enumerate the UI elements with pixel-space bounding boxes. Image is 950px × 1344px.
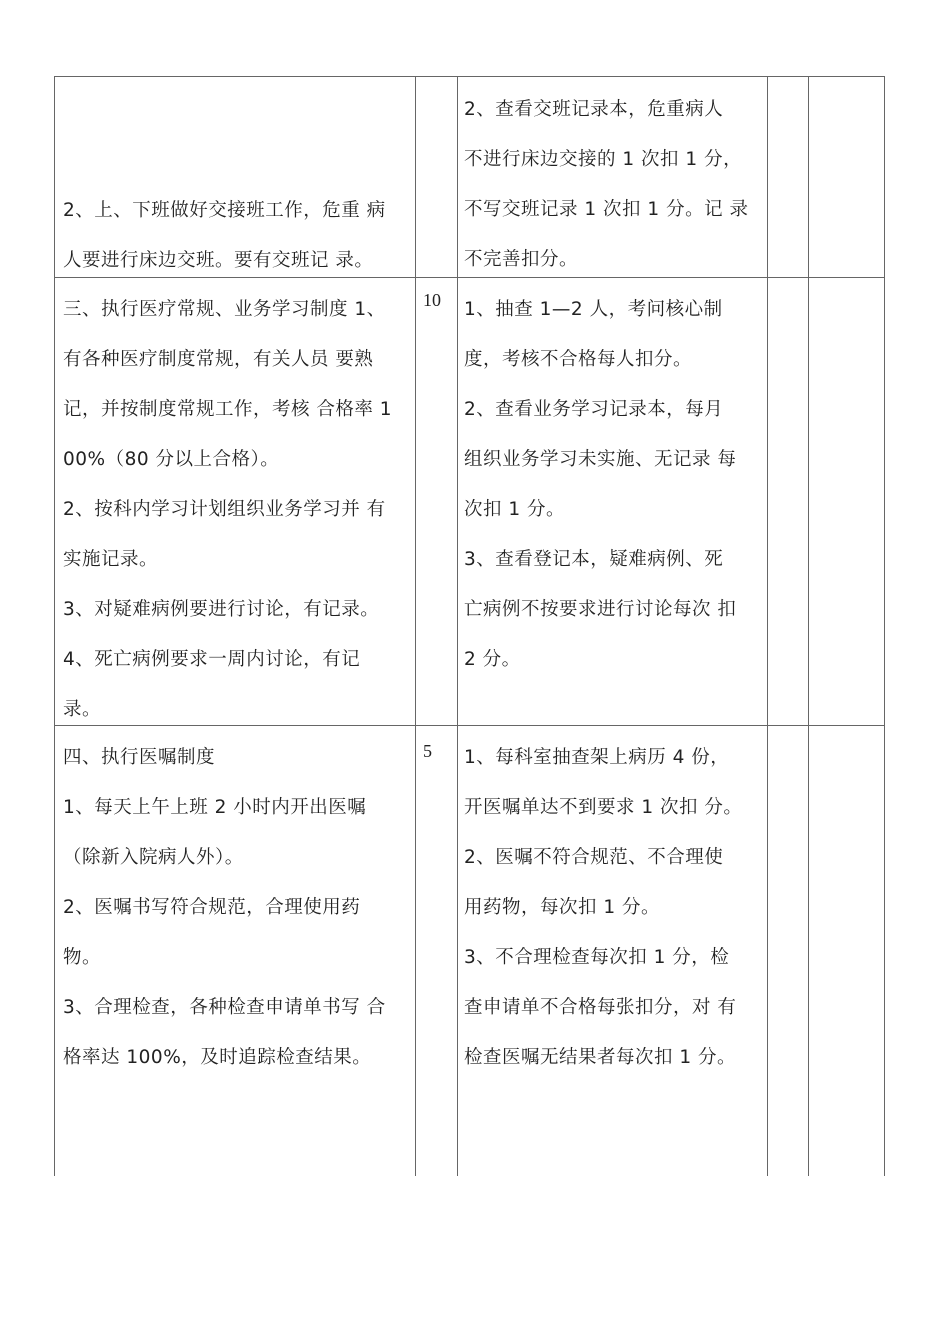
method-line: 2、查看交班记录本，危重病人: [464, 99, 724, 120]
method-line: 开医嘱单达不到要求 1 次扣 分。: [464, 797, 743, 818]
method-line: 检查医嘱无结果者每次扣 1 分。: [464, 1047, 737, 1068]
method-line: 3、查看登记本，疑难病例、死: [464, 549, 724, 570]
method-line: 2、查看业务学习记录本，每月: [464, 399, 724, 420]
method-line: 不写交班记录 1 次扣 1 分。记 录: [464, 199, 749, 220]
column-divider-3: [767, 76, 768, 1176]
requirement-line: 实施记录。: [63, 549, 159, 570]
method-line: 2、医嘱不符合规范、不合理使: [464, 847, 724, 868]
assessment-table: [54, 76, 885, 1176]
requirement-line: 记，并按制度常规工作，考核 合格率 1: [63, 399, 393, 420]
requirement-line: 录。: [63, 699, 102, 720]
score-cell: 10: [423, 290, 441, 310]
requirement-line: 有各种医疗制度常规，有关人员 要熟: [63, 349, 374, 370]
table-border-left: [54, 76, 55, 1176]
method-line: 组织业务学习未实施、无记录 每: [464, 449, 737, 470]
requirement-line: 1、每天上午上班 2 小时内开出医嘱: [63, 797, 367, 818]
requirement-line: 物。: [63, 947, 102, 968]
requirement-line: 4、死亡病例要求一周内讨论，有记: [63, 649, 361, 670]
method-line: 用药物，每次扣 1 分。: [464, 897, 661, 918]
method-cell: [464, 733, 742, 1083]
method-line: 1、每科室抽查架上病历 4 份，: [464, 747, 730, 768]
requirement-line: 2、上、下班做好交接班工作，危重 病: [63, 200, 386, 221]
requirement-line: 2、按科内学习计划组织业务学习并 有: [63, 499, 386, 520]
requirement-cell: [63, 186, 386, 286]
requirement-line: 人要进行床边交班。要有交班记 录。: [63, 250, 374, 271]
requirement-cell: [63, 733, 386, 1083]
method-cell: [464, 85, 748, 285]
score-cell: 5: [423, 741, 432, 761]
table-border-top: [54, 76, 885, 77]
column-divider-4: [808, 76, 809, 1176]
method-line: 查申请单不合格每张扣分，对 有: [464, 997, 737, 1018]
requirement-line: 四、执行医嘱制度: [63, 747, 216, 768]
requirement-line: （除新入院病人外）。: [63, 847, 244, 868]
column-divider-1: [415, 76, 416, 1176]
column-divider-2: [457, 76, 458, 1176]
method-line: 不进行床边交接的 1 次扣 1 分，: [464, 149, 743, 170]
method-line: 次扣 1 分。: [464, 499, 566, 520]
method-cell: [464, 285, 736, 685]
method-line: 3、不合理检查每次扣 1 分，检: [464, 947, 730, 968]
requirement-line: 三、执行医疗常规、业务学习制度 1、: [63, 299, 386, 320]
requirement-line: 3、对疑难病例要进行讨论，有记录。: [63, 599, 380, 620]
method-line: 1、抽查 1—2 人，考问核心制: [464, 299, 723, 320]
method-line: 度，考核不合格每人扣分。: [464, 349, 693, 370]
method-line: 不完善扣分。: [464, 249, 579, 270]
requirement-line: 格率达 100%，及时追踪检查结果。: [63, 1047, 372, 1068]
requirement-cell: [63, 285, 392, 735]
table-border-right: [884, 76, 885, 1176]
requirement-line: 00%（80 分以上合格）。: [63, 449, 280, 470]
requirement-line: 3、合理检查，各种检查申请单书写 合: [63, 997, 386, 1018]
requirement-line: 2、医嘱书写符合规范，合理使用药: [63, 897, 361, 918]
method-line: 亡病例不按要求进行讨论每次 扣: [464, 599, 737, 620]
method-line: 2 分。: [464, 649, 521, 670]
